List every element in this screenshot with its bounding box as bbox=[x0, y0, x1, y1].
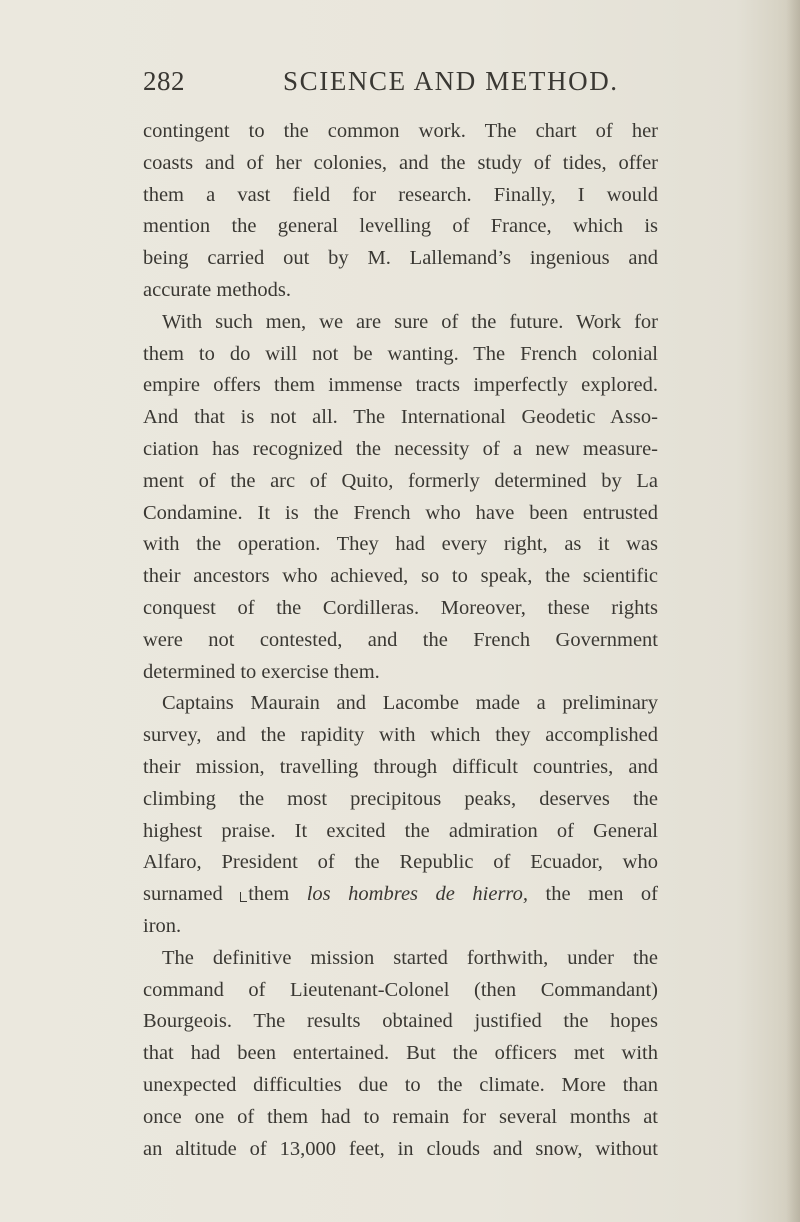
text-line bbox=[143, 1070, 658, 1102]
text-line bbox=[143, 339, 658, 371]
text-line bbox=[143, 784, 658, 816]
text-line bbox=[143, 307, 658, 339]
text-line bbox=[143, 1102, 658, 1134]
text-line-content: The definitive mission started forthwith, under the bbox=[162, 946, 658, 969]
text-line bbox=[143, 370, 658, 402]
text-line-content: ciation has recognized the necessity of a new measure- bbox=[143, 437, 658, 460]
text-line-content: ment of the arc of Quito, formerly determined by La bbox=[143, 469, 658, 492]
text-line bbox=[143, 720, 658, 752]
text-line-content: highest praise. It excited the admiration of General bbox=[143, 819, 658, 842]
text-line-content: unexpected difficulties due to the climate. More than bbox=[143, 1073, 658, 1096]
text-line-content: And that is not all. The International Geodetic Asso- bbox=[143, 406, 658, 429]
text-segment: surnamed bbox=[143, 883, 241, 906]
text-line bbox=[143, 466, 658, 498]
text-line-content: command of Lieutenant-Colonel (then Commandant) bbox=[143, 978, 658, 1001]
body-text bbox=[143, 116, 658, 1165]
text-line bbox=[143, 148, 658, 180]
text-line-content: with the operation. They had every right, as it was bbox=[143, 533, 658, 556]
italic-phrase: los hombres de hierro, bbox=[306, 883, 529, 906]
insertion-mark-icon bbox=[240, 892, 247, 902]
text-line bbox=[143, 211, 658, 243]
text-line bbox=[143, 243, 658, 275]
text-line-content: conquest of the Cordilleras. Moreover, these rights bbox=[143, 596, 658, 619]
text-line bbox=[143, 275, 658, 307]
text-line bbox=[143, 625, 658, 657]
text-line-content: With such men, we are sure of the future. Work for bbox=[162, 310, 658, 333]
text-line bbox=[143, 116, 658, 148]
text-line bbox=[143, 847, 658, 879]
text-line bbox=[143, 879, 658, 911]
text-line bbox=[143, 593, 658, 625]
text-line bbox=[143, 657, 658, 689]
text-line bbox=[143, 975, 658, 1007]
page-edge-shadow bbox=[786, 0, 800, 1222]
text-segment: the men of bbox=[528, 883, 658, 906]
text-line bbox=[143, 943, 658, 975]
text-line bbox=[143, 688, 658, 720]
text-line-content: coasts and of her colonies, and the study of tides, offer bbox=[143, 151, 658, 174]
text-line-content: Condamine. It is the French who have been entrusted bbox=[143, 501, 658, 524]
text-line bbox=[143, 180, 658, 212]
text-segment: them bbox=[248, 883, 307, 906]
text-line bbox=[143, 1006, 658, 1038]
running-title: SCIENCE AND METHOD. bbox=[283, 66, 619, 96]
text-line bbox=[143, 498, 658, 530]
text-line bbox=[143, 816, 658, 848]
text-line bbox=[143, 402, 658, 434]
text-line-content: accurate methods. bbox=[143, 278, 291, 301]
text-line-content: that had been entertained. But the officers met with bbox=[143, 1042, 658, 1065]
text-line-content: their mission, travelling through difficult countries, and bbox=[143, 755, 658, 778]
page-number: 282 bbox=[143, 66, 185, 96]
text-line-content: were not contested, and the French Government bbox=[143, 628, 658, 651]
text-line-content: Captains Maurain and Lacombe made a preliminary bbox=[162, 692, 658, 715]
text-line-content: them a vast field for research. Finally, I would bbox=[143, 183, 658, 206]
text-line-content: Alfaro, President of the Republic of Ecuador, who bbox=[143, 851, 658, 874]
text-line-content: being carried out by M. Lallemand’s ingenious and bbox=[143, 247, 658, 270]
text-line-content: their ancestors who achieved, so to speak, the scientific bbox=[143, 565, 658, 588]
text-line-content: determined to exercise them. bbox=[143, 660, 380, 683]
text-line-content: once one of them had to remain for several months at bbox=[143, 1105, 658, 1128]
text-line bbox=[143, 434, 658, 466]
text-line-content: an altitude of 13,000 feet, in clouds and snow, without bbox=[143, 1137, 658, 1160]
text-line-content: them to do will not be wanting. The French colonial bbox=[143, 342, 658, 365]
page-header bbox=[143, 66, 663, 106]
text-line-content: contingent to the common work. The chart of her bbox=[143, 120, 658, 142]
text-line-content: Bourgeois. The results obtained justified the hopes bbox=[143, 1010, 658, 1033]
text-line-content: iron. bbox=[143, 914, 182, 937]
text-line bbox=[143, 1134, 658, 1166]
text-line-content: climbing the most precipitous peaks, deserves the bbox=[143, 787, 658, 810]
text-line bbox=[143, 752, 658, 784]
text-line bbox=[143, 561, 658, 593]
text-line-content: survey, and the rapidity with which they accomplished bbox=[143, 724, 658, 747]
text-line bbox=[143, 529, 658, 561]
text-line bbox=[143, 1038, 658, 1070]
text-line-content: mention the general levelling of France, which is bbox=[143, 215, 658, 238]
text-line-content: empire offers them immense tracts imperfectly explored. bbox=[143, 374, 658, 397]
text-line bbox=[143, 911, 658, 943]
